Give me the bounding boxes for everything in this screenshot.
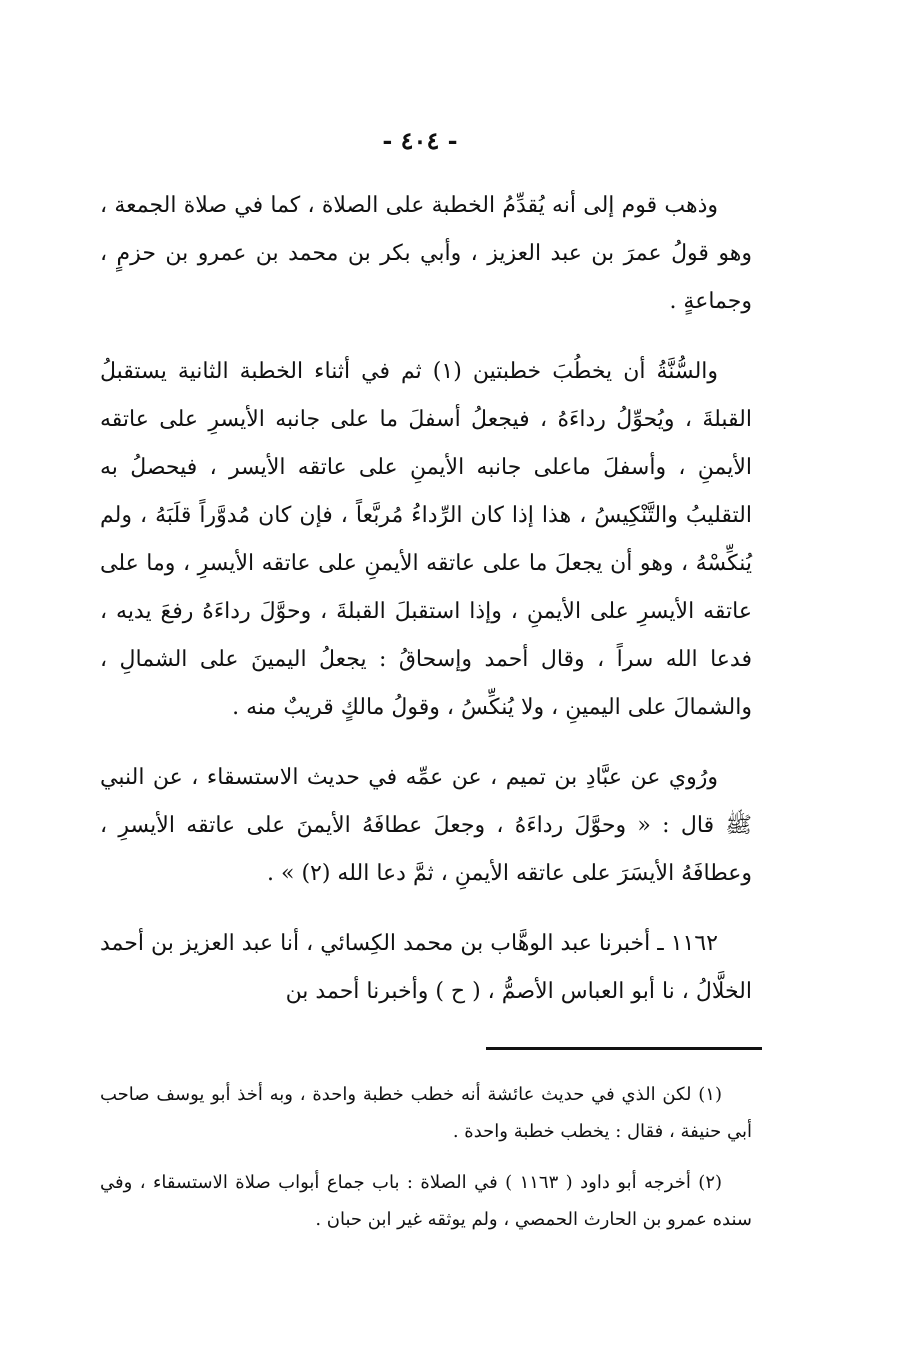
paragraph-isnad: ١١٦٢ ـ أخبرنا عبد الوهَّاب بن محمد الكِسائي ، أنا عبد العزيز بن أحمد الخلَّالُ ، نا أبو العباس الأصمُّ ، ( ح ) وأخبرنا أحمد بن [100,931,752,1004]
footnote-2: (٢) أخرجه أبو داود ( ١١٦٣ ) في الصلاة : باب جماع أبواب صلاة الاستسقاء ، وفي سنده عمرو بن الحارث الحمصي ، ولم يوثقه غير ابن حبان . [100,1172,752,1230]
paragraph-sunnah: والسُّنَّةُ أن يخطُبَ خطبتين (١) ثم في أثناء الخطبة الثانية يستقبلُ القبلةَ ، ويُحوِّلُ رداءَهُ ، فيجعلُ أسفلَ ما على جانبه الأيسرِ على عاتقه الأيمنِ ، وأسفلَ ماعلى جانبه الأيمنِ على عاتقه الأيسر ، فيحصلُ به التقليبُ والتَّنْكِيسُ ، هذا إذا كان الرِّداءُ مُربَّعاً ، فإن كان مُدوَّراً قلَبَهُ ، ولم يُنكِّسْهُ ، وهو أن يجعلَ ما على عاتقه الأيمنِ على عاتقه الأيسرِ ، وما على عاتقه الأيسرِ على الأيمنِ ، وإذا استقبلَ القبلةَ ، وحوَّلَ رداءَهُ رفعَ يديه ، فدعا الله سراً ، وقال أحمد وإسحاقُ : يجعلُ اليمينَ على الشمالِ ، والشمالَ على اليمينِ ، ولا يُنكِّسُ ، وقولُ مالكٍ قريبٌ منه . [100,359,752,720]
footnotes [100,1076,752,1238]
page-number: - ٤٠٤ - [382,126,458,155]
paragraph-opinion: وذهب قوم إلى أنه يُقدِّمُ الخطبة على الصلاة ، كما في صلاة الجمعة ، وهو قولُ عمرَ بن عبد العزيز ، وأبي بكر بن محمد بن عمرو بن حزمٍ ، وجماعةٍ . [100,193,752,314]
paragraph-hadith: ورُوي عن عبَّادِ بن تميم ، عن عمِّه في حديث الاستسقاء ، عن النبي ﷺ قال : « وحوَّلَ رداءَهُ ، وجعلَ عطافَهُ الأيمنَ على عاتقه الأيسرِ ، وعطافَهُ الأيسَرَ على عاتقه الأيمنِ ، ثمَّ دعا الله (٢) » . [100,765,752,886]
footnote-1: (١) لكن الذي في حديث عائشة أنه خطب خطبة واحدة ، وبه أخذ أبو يوسف صاحب أبي حنيفة ، فقال : يخطب خطبة واحدة . [100,1084,752,1142]
footnote-separator [486,1047,762,1050]
main-text [100,182,752,1016]
